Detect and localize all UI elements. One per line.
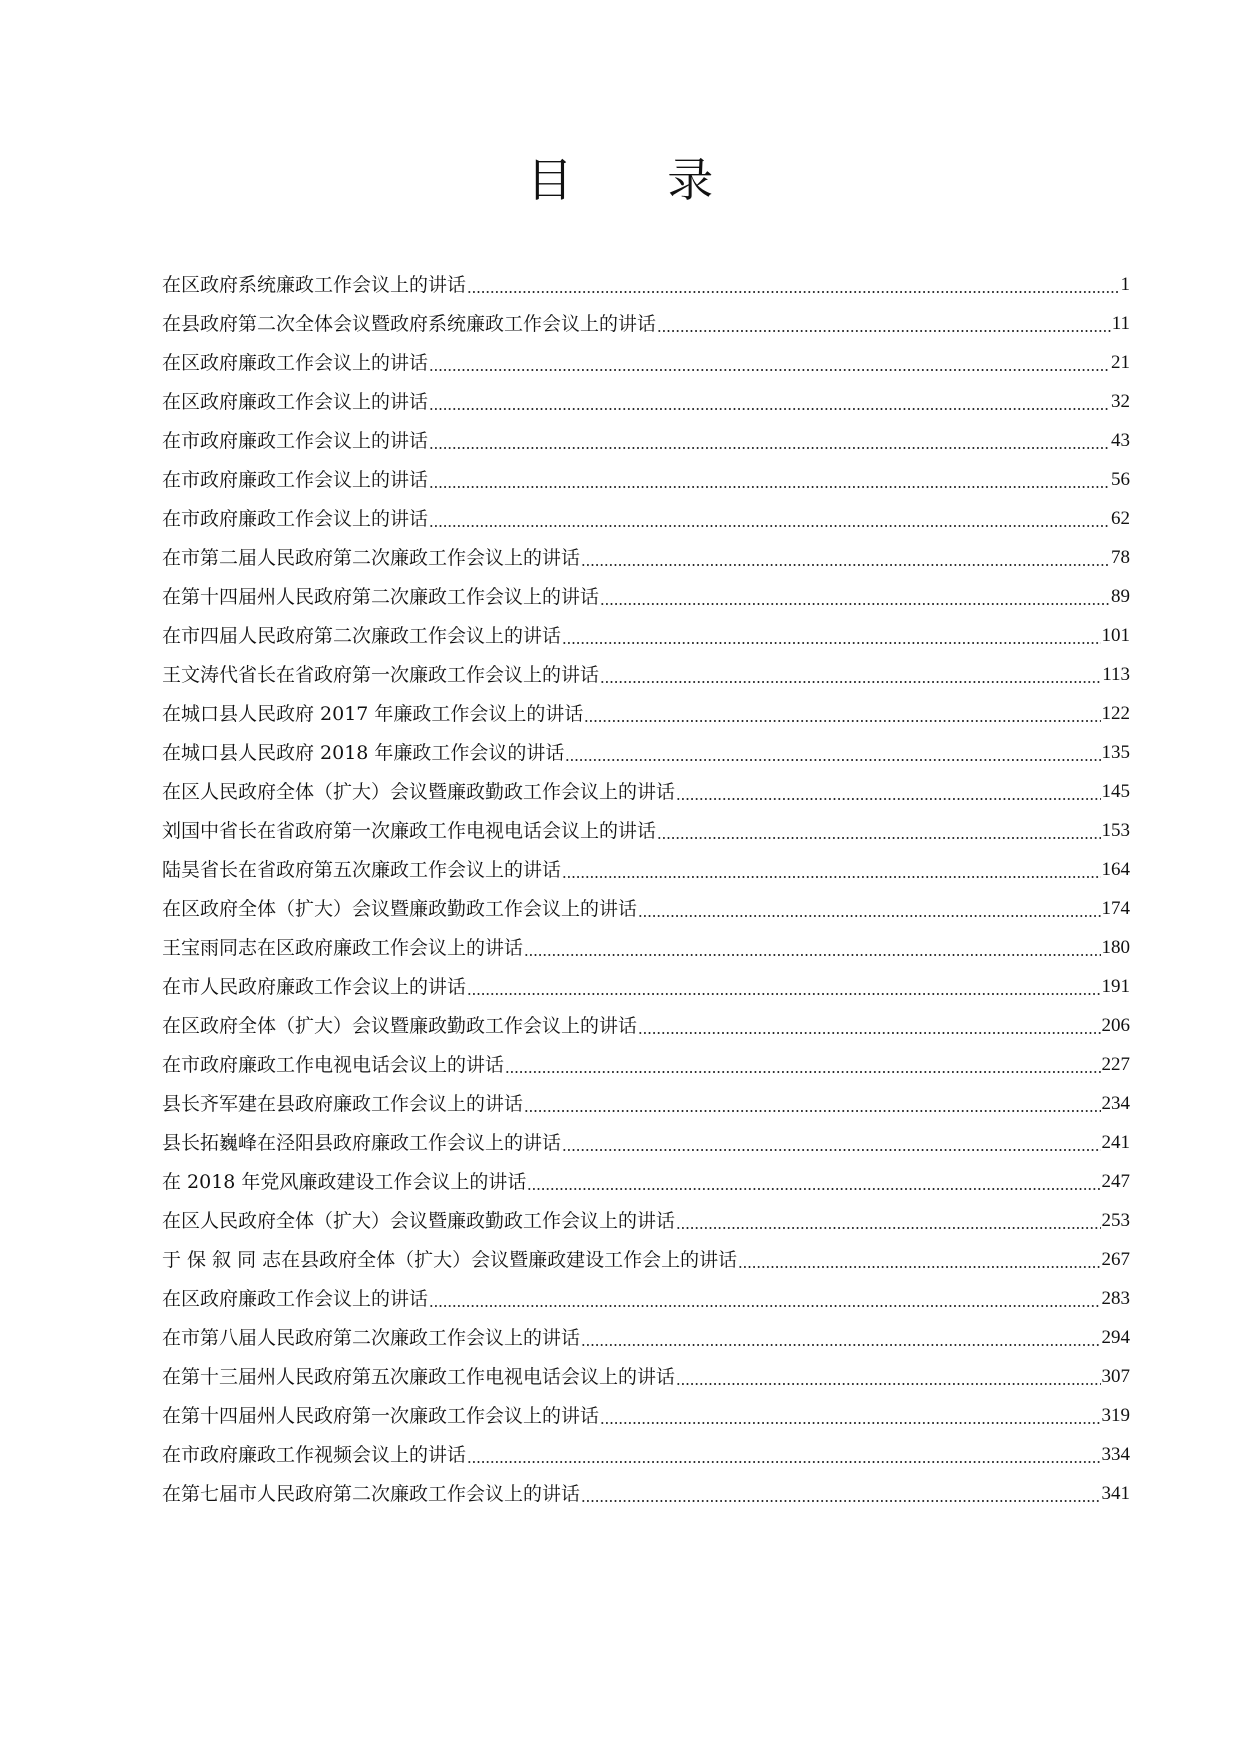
toc-dot-leader (467, 275, 1119, 295)
toc-entry[interactable] (162, 655, 1130, 694)
toc-entry[interactable] (162, 772, 1130, 811)
toc-dot-leader (429, 353, 1110, 373)
toc-entry-title: 在市第二届人民政府第二次廉政工作会议上的讲话 (162, 546, 581, 569)
toc-page-number: 267 (1101, 1248, 1130, 1270)
toc-entry-title: 在区政府系统廉政工作会议上的讲话 (162, 273, 467, 296)
toc-entry[interactable] (162, 382, 1130, 421)
toc-page-number: 247 (1101, 1170, 1130, 1192)
toc-entry[interactable] (162, 265, 1130, 304)
toc-page-number: 145 (1101, 780, 1130, 802)
toc-dot-leader (676, 1367, 1100, 1387)
toc-page-number: 78 (1111, 546, 1130, 568)
toc-page-number: 341 (1101, 1482, 1130, 1504)
toc-entry-title: 在区人民政府全体（扩大）会议暨廉政勤政工作会议上的讲话 (162, 1209, 676, 1232)
toc-entry[interactable] (162, 733, 1130, 772)
toc-entry-title: 在县政府第二次全体会议暨政府系统廉政工作会议上的讲话 (162, 312, 657, 335)
toc-page-number: 43 (1111, 429, 1130, 451)
toc-dot-leader (527, 1172, 1100, 1192)
toc-entry[interactable] (162, 1435, 1130, 1474)
toc-dot-leader (429, 470, 1110, 490)
toc-dot-leader (676, 1211, 1100, 1231)
toc-page-number: 283 (1101, 1287, 1130, 1309)
toc-entry[interactable] (162, 343, 1130, 382)
toc-entry[interactable] (162, 967, 1130, 1006)
toc-entry-title: 在区政府全体（扩大）会议暨廉政勤政工作会议上的讲话 (162, 1014, 638, 1037)
toc-entry-title: 刘国中省长在省政府第一次廉政工作电视电话会议上的讲话 (162, 819, 657, 842)
toc-entry-title: 在第七届市人民政府第二次廉政工作会议上的讲话 (162, 1482, 581, 1505)
toc-entry-title: 在区政府廉政工作会议上的讲话 (162, 390, 429, 413)
toc-page-number: 1 (1120, 273, 1130, 295)
toc-entry[interactable] (162, 1006, 1130, 1045)
toc-page-number: 101 (1101, 624, 1130, 646)
toc-page-number: 191 (1101, 975, 1130, 997)
toc-entry-title: 在区政府全体（扩大）会议暨廉政勤政工作会议上的讲话 (162, 897, 638, 920)
page-title: 目 录 (526, 153, 754, 207)
toc-dot-leader (638, 899, 1100, 919)
toc-dot-leader (581, 548, 1110, 568)
toc-dot-leader (562, 860, 1100, 880)
toc-entry-title: 在市政府廉政工作会议上的讲话 (162, 468, 429, 491)
toc-dot-leader (429, 509, 1110, 529)
toc-dot-leader (638, 1016, 1100, 1036)
toc-page-number: 62 (1111, 507, 1130, 529)
toc-entry-title: 在市政府廉政工作会议上的讲话 (162, 429, 429, 452)
toc-page-number: 153 (1101, 819, 1130, 841)
toc-page-number: 206 (1101, 1014, 1130, 1036)
toc-dot-leader (657, 821, 1100, 841)
toc-entry-title: 于 保 叙 同 志在县政府全体（扩大）会议暨廉政建设工作会上的讲话 (162, 1248, 738, 1271)
toc-entry-title: 在第十三届州人民政府第五次廉政工作电视电话会议上的讲话 (162, 1365, 676, 1388)
toc-entry[interactable] (162, 304, 1130, 343)
toc-entry-title: 县长拓巍峰在泾阳县政府廉政工作会议上的讲话 (162, 1131, 562, 1154)
toc-dot-leader (562, 626, 1100, 646)
toc-page-number: 89 (1111, 585, 1130, 607)
toc-entry[interactable] (162, 460, 1130, 499)
toc-entry[interactable] (162, 1318, 1130, 1357)
toc-entry[interactable] (162, 1240, 1130, 1279)
toc-entry[interactable] (162, 1084, 1130, 1123)
toc-entry[interactable] (162, 694, 1130, 733)
toc-entry[interactable] (162, 616, 1130, 655)
toc-entry-title: 在区政府廉政工作会议上的讲话 (162, 1287, 429, 1310)
toc-entry[interactable] (162, 1201, 1130, 1240)
toc-entry[interactable] (162, 1396, 1130, 1435)
toc-entry[interactable] (162, 1279, 1130, 1318)
toc-dot-leader (676, 782, 1100, 802)
toc-entry-title: 在城口县人民政府 2018 年廉政工作会议的讲话 (162, 741, 565, 764)
toc-dot-leader (600, 1406, 1100, 1426)
toc-dot-leader (467, 977, 1100, 997)
toc-entry-title: 王宝雨同志在区政府廉政工作会议上的讲话 (162, 936, 524, 959)
toc-entry[interactable] (162, 421, 1130, 460)
toc-dot-leader (429, 1289, 1100, 1309)
toc-entry[interactable] (162, 1162, 1130, 1201)
toc-dot-leader (429, 431, 1110, 451)
toc-dot-leader (505, 1055, 1100, 1075)
toc-entry-title: 在市四届人民政府第二次廉政工作会议上的讲话 (162, 624, 562, 647)
toc-entry[interactable] (162, 850, 1130, 889)
toc-dot-leader (581, 1328, 1100, 1348)
toc-page-number: 334 (1101, 1443, 1130, 1465)
toc-dot-leader (524, 1094, 1100, 1114)
toc-entry-title: 在 2018 年党风廉政建设工作会议上的讲话 (162, 1170, 527, 1193)
toc-dot-leader (524, 938, 1100, 958)
toc-dot-leader (581, 1484, 1100, 1504)
toc-entry-title: 县长齐军建在县政府廉政工作会议上的讲话 (162, 1092, 524, 1115)
toc-entry[interactable] (162, 928, 1130, 967)
toc-page-number: 174 (1101, 897, 1130, 919)
toc-entry-title: 在市人民政府廉政工作会议上的讲话 (162, 975, 467, 998)
toc-page-number: 307 (1101, 1365, 1130, 1387)
toc-page-number: 319 (1101, 1404, 1130, 1426)
toc-entry[interactable] (162, 811, 1130, 850)
toc-entry-title: 在第十四届州人民政府第一次廉政工作会议上的讲话 (162, 1404, 600, 1427)
toc-page-number: 122 (1101, 702, 1130, 724)
toc-page-number: 227 (1101, 1053, 1130, 1075)
toc-entry-title: 在市第八届人民政府第二次廉政工作会议上的讲话 (162, 1326, 581, 1349)
toc-page-number: 56 (1111, 468, 1130, 490)
toc-entry-title: 在区政府廉政工作会议上的讲话 (162, 351, 429, 374)
toc-entry[interactable] (162, 499, 1130, 538)
toc-page-number: 253 (1101, 1209, 1130, 1231)
toc-entry-title: 在区人民政府全体（扩大）会议暨廉政勤政工作会议上的讲话 (162, 780, 676, 803)
toc-entry[interactable] (162, 538, 1130, 577)
toc-entry-title: 陆昊省长在省政府第五次廉政工作会议上的讲话 (162, 858, 562, 881)
toc-entry[interactable] (162, 577, 1130, 616)
toc-page-number: 180 (1101, 936, 1130, 958)
toc-dot-leader (600, 665, 1101, 685)
toc-page-number: 135 (1101, 741, 1130, 763)
toc-entry[interactable] (162, 1123, 1130, 1162)
toc-dot-leader (429, 392, 1110, 412)
toc-dot-leader (600, 587, 1110, 607)
toc-page-number: 21 (1111, 351, 1130, 373)
toc-page-number: 113 (1102, 663, 1130, 685)
toc-dot-leader (657, 314, 1111, 334)
toc-entry-title: 王文涛代省长在省政府第一次廉政工作会议上的讲话 (162, 663, 600, 686)
toc-dot-leader (738, 1250, 1100, 1270)
toc-entry[interactable] (162, 1474, 1130, 1513)
toc-page-number: 11 (1111, 312, 1130, 334)
toc-page-number: 241 (1101, 1131, 1130, 1153)
toc-entry[interactable] (162, 1357, 1130, 1396)
toc-page-number: 32 (1111, 390, 1130, 412)
toc-entry-title: 在城口县人民政府 2017 年廉政工作会议上的讲话 (162, 702, 584, 725)
toc-dot-leader (584, 704, 1100, 724)
toc-dot-leader (562, 1133, 1100, 1153)
toc-page-number: 234 (1101, 1092, 1130, 1114)
toc-dot-leader (565, 743, 1100, 763)
toc-entry[interactable] (162, 1045, 1130, 1084)
table-of-contents (162, 265, 1130, 1513)
toc-page-number: 294 (1101, 1326, 1130, 1348)
toc-entry[interactable] (162, 889, 1130, 928)
toc-entry-title: 在第十四届州人民政府第二次廉政工作会议上的讲话 (162, 585, 600, 608)
toc-dot-leader (467, 1445, 1100, 1465)
toc-entry-title: 在市政府廉政工作视频会议上的讲话 (162, 1443, 467, 1466)
toc-entry-title: 在市政府廉政工作会议上的讲话 (162, 507, 429, 530)
toc-entry-title: 在市政府廉政工作电视电话会议上的讲话 (162, 1053, 505, 1076)
toc-page-number: 164 (1101, 858, 1130, 880)
